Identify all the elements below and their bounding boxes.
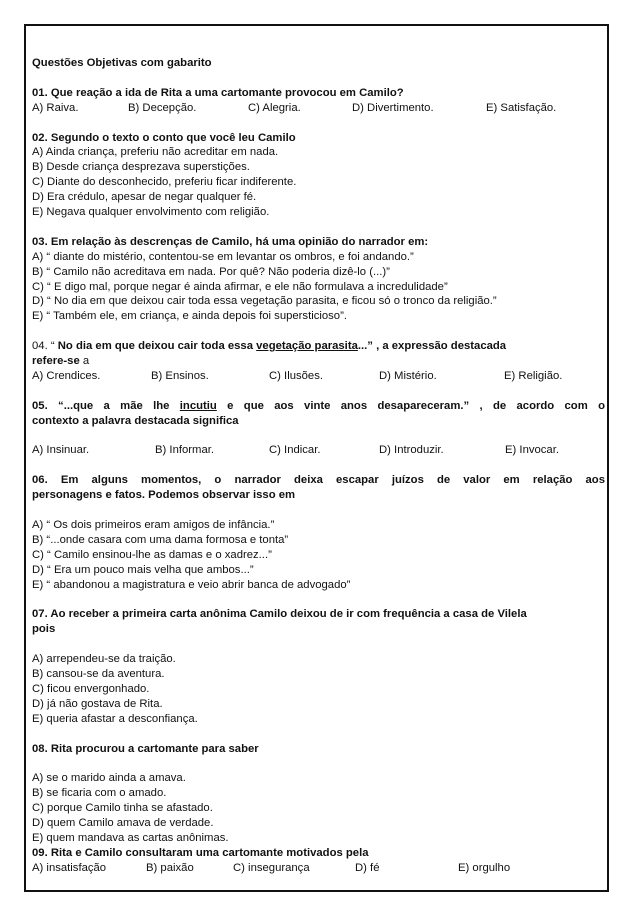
q4-line2-rest: a — [79, 355, 90, 368]
q2-option-d[interactable]: D) Era crédulo, apesar de negar qualquer fé. — [32, 191, 257, 204]
q6-option-b[interactable]: B) “...onde casara com uma dama formosa e tonta” — [32, 533, 289, 546]
q7-option-a[interactable]: A) arrependeu-se da traição. — [32, 653, 176, 666]
question-5-stem-line-1 — [32, 399, 605, 414]
q9-option-d[interactable]: D) fé — [355, 861, 380, 874]
q6-option-a[interactable]: A) “ Os dois primeiros eram amigos de infância.” — [32, 518, 275, 531]
q6-option-e[interactable]: E) “ abandonou a magistratura e veio abrir banca de advogado” — [32, 578, 351, 591]
q4-highlighted-expression: vegetação parasita — [256, 340, 358, 353]
q5-option-b[interactable]: B) Informar. — [155, 444, 215, 457]
question-1-options — [32, 101, 605, 116]
q4-option-c[interactable]: C) Ilusões. — [269, 369, 323, 382]
q5-part-b: e que aos vinte anos desapareceram.” , de acordo com o — [216, 399, 605, 412]
q2-option-c[interactable]: C) Diante do desconhecido, preferiu ficar indiferente. — [32, 176, 297, 189]
question-4-options — [32, 369, 605, 384]
q7-option-b[interactable]: B) cansou-se da aventura. — [32, 668, 165, 680]
q4-prefix: 04. “ — [32, 340, 58, 353]
q9-option-c[interactable]: C) insegurança — [233, 861, 310, 874]
q8-option-c[interactable]: C) porque Camilo tinha se afastado. — [32, 802, 213, 815]
q8-option-d[interactable]: D) quem Camilo amava de verdade. — [32, 817, 214, 830]
q4-option-a[interactable]: A) Crendices. — [32, 369, 101, 382]
question-3-stem: 03. Em relação às descrenças de Camilo, há uma opinião do narrador em: — [32, 235, 429, 248]
q6-option-c[interactable]: C) “ Camilo ensinou-lhe as damas e o xadrez...” — [32, 548, 272, 561]
q8-option-b[interactable]: B) se ficaria com o amado. — [32, 787, 167, 800]
q7-option-c[interactable]: C) ficou envergonhado. — [32, 682, 150, 695]
q4-quote-b: ...” , a expressão destacada — [357, 340, 507, 353]
exam-content — [32, 56, 605, 876]
q1-option-c[interactable]: C) Alegria. — [248, 101, 301, 114]
q5-highlighted-word: incutiu — [179, 399, 217, 412]
q5-option-e[interactable]: E) Invocar. — [505, 444, 559, 457]
q5-part-a: 05. “...que a mãe lhe — [32, 399, 180, 412]
question-2-stem: 02. Segundo o texto o conto que você leu Camilo — [32, 131, 296, 144]
q5-option-a[interactable]: A) Insinuar. — [32, 444, 90, 457]
q9-option-b[interactable]: B) paixão — [146, 861, 194, 874]
question-4-stem-line-1 — [32, 339, 605, 354]
q4-line2-bold: refere-se — [32, 355, 80, 368]
question-6-stem-line-2: personagens e fatos. Podemos observar isso em — [32, 489, 296, 502]
q1-option-b[interactable]: B) Decepção. — [128, 101, 197, 114]
q3-option-b[interactable]: B) “ Camilo não acreditava em nada. Por quê? Não poderia dizê-lo (...)” — [32, 265, 390, 278]
q3-option-e[interactable]: E) “ Também ele, em criança, e ainda depois foi supersticioso”. — [32, 310, 347, 323]
question-7-stem-line-2: pois — [32, 623, 56, 636]
q1-option-a[interactable]: A) Raiva. — [32, 101, 79, 114]
q9-option-a[interactable]: A) insatisfação — [32, 861, 107, 874]
page-title: Questões Objetivas com gabarito — [32, 57, 212, 69]
q7-option-d[interactable]: D) já não gostava de Rita. — [32, 697, 163, 710]
q2-option-a[interactable]: A) Ainda criança, preferiu não acreditar em nada. — [32, 146, 279, 159]
q5-option-c[interactable]: C) Indicar. — [269, 444, 321, 457]
question-1-stem: 01. Que reação a ida de Rita a uma cartomante provocou em Camilo? — [32, 86, 404, 99]
q2-option-b[interactable]: B) Desde criança desprezava superstições. — [32, 161, 250, 174]
q8-option-e[interactable]: E) quem mandava as cartas anônimas. — [32, 831, 229, 844]
question-5-options — [32, 443, 605, 458]
question-8-stem: 08. Rita procurou a cartomante para saber — [32, 742, 259, 755]
q3-option-c[interactable]: C) “ E digo mal, porque negar é ainda afirmar, e ele não formulava a incredulidade” — [32, 280, 448, 293]
question-9-stem: 09. Rita e Camilo consultaram uma cartomante motivados pela — [32, 846, 369, 859]
question-7-stem-line-1: 07. Ao receber a primeira carta anônima Camilo deixou de ir com frequência a casa de Vilela — [32, 608, 527, 621]
q4-option-d[interactable]: D) Mistério. — [379, 369, 437, 382]
q1-option-e[interactable]: E) Satisfação. — [486, 101, 557, 114]
q6-option-d[interactable]: D) “ Era um pouco mais velha que ambos...” — [32, 563, 254, 576]
q3-option-a[interactable]: A) “ diante do mistério, contentou-se em levantar os ombros, e foi andando.” — [32, 250, 414, 263]
q9-option-e[interactable]: E) orgulho — [458, 861, 511, 874]
q8-option-a[interactable]: A) se o marido ainda a amava. — [32, 772, 186, 785]
q3-option-d[interactable]: D) “ No dia em que deixou cair toda essa vegetação parasita, e ficou só o tronco da religião.” — [32, 295, 497, 308]
q4-option-b[interactable]: B) Ensinos. — [151, 369, 209, 382]
q1-option-d[interactable]: D) Divertimento. — [352, 101, 434, 114]
question-5-stem-line-2: contexto a palavra destacada significa — [32, 414, 239, 427]
q4-option-e[interactable]: E) Religião. — [504, 369, 563, 382]
q4-quote-a: No dia em que deixou cair toda essa — [57, 340, 257, 353]
question-6-stem-line-1: 06. Em alguns momentos, o narrador deixa escapar juízos de valor em relação aos — [32, 474, 605, 487]
q2-option-e[interactable]: E) Negava qualquer envolvimento com religião. — [32, 206, 270, 219]
q5-option-d[interactable]: D) Introduzir. — [379, 444, 444, 457]
question-4-stem-line-2 — [32, 354, 605, 369]
exam-sheet — [24, 24, 609, 892]
question-9-options — [32, 861, 605, 876]
q7-option-e[interactable]: E) queria afastar a desconfiança. — [32, 712, 198, 725]
